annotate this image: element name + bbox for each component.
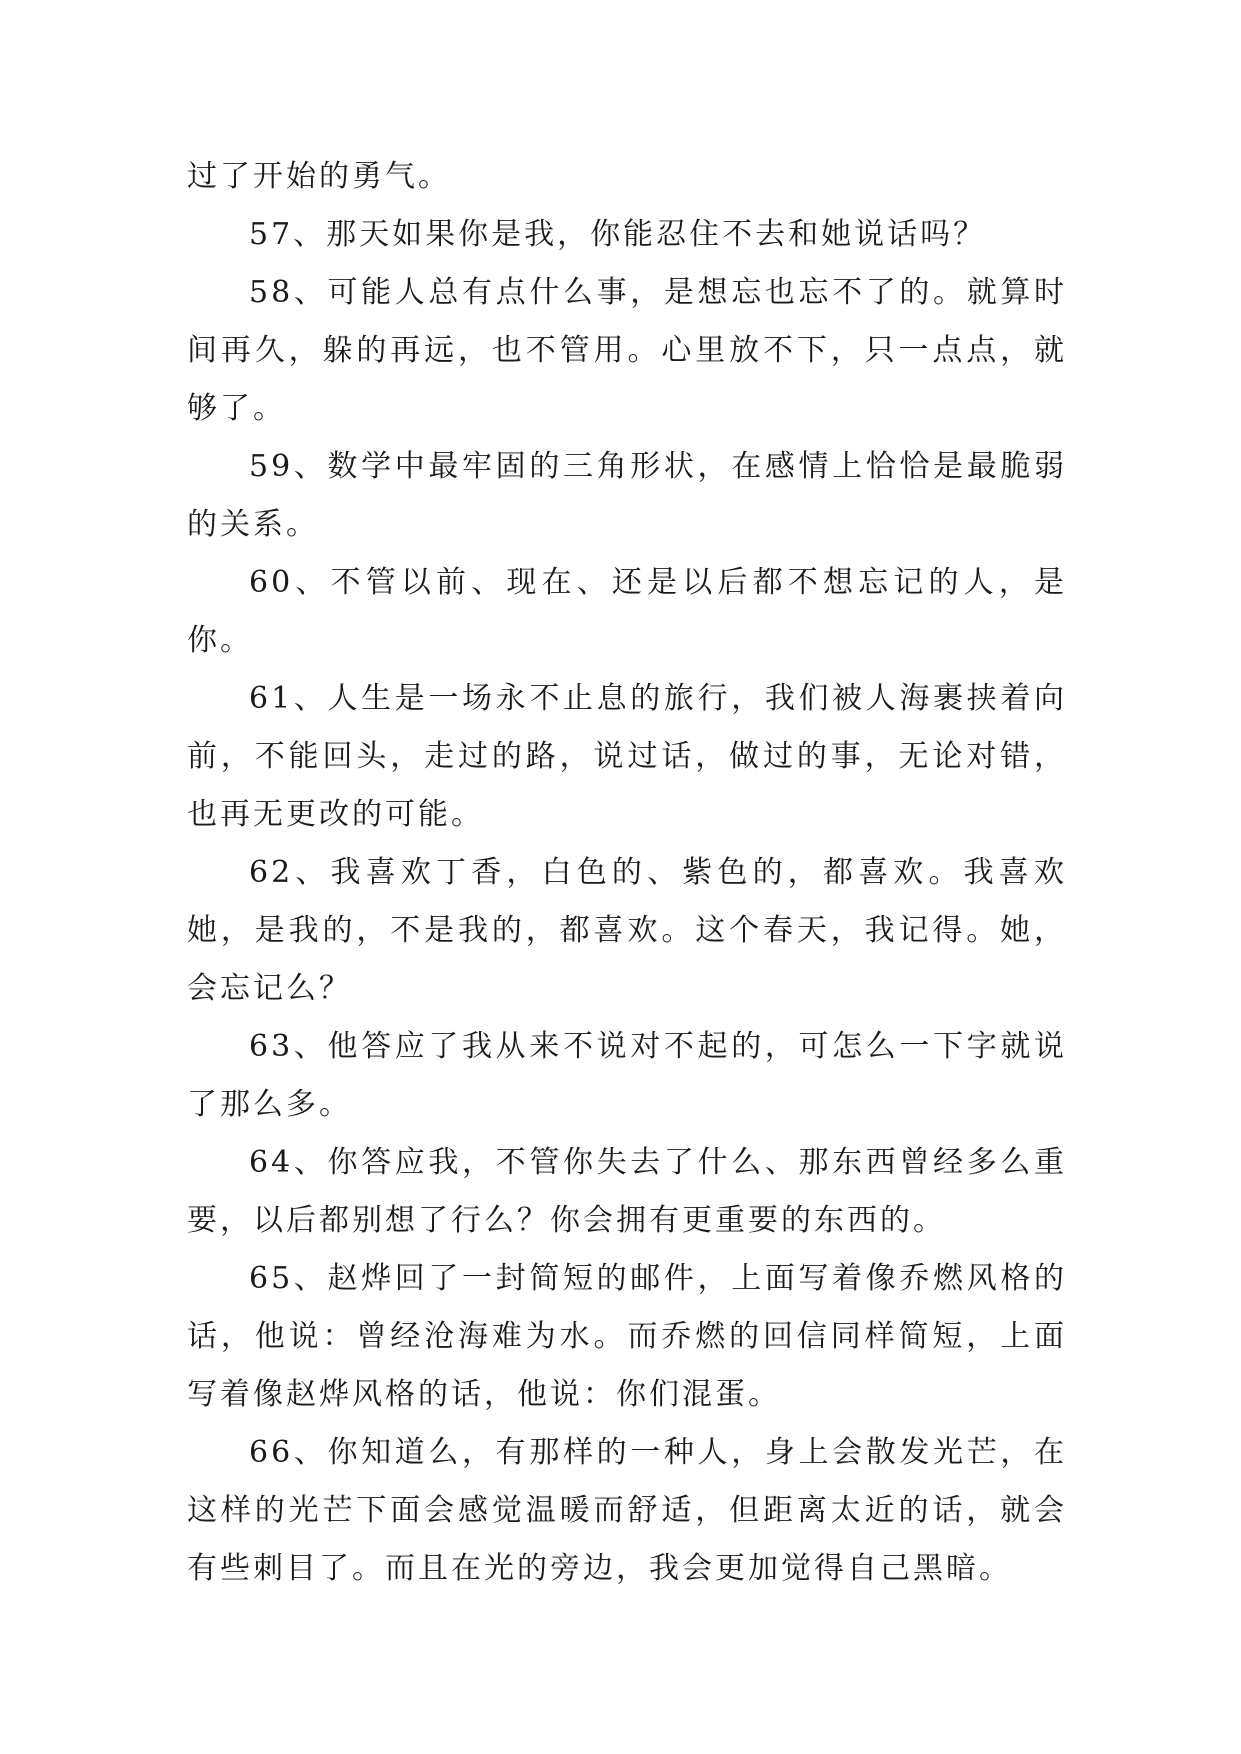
document-body (187, 148, 1067, 1598)
paragraph-59: 59、数学中最牢固的三角形状，在感情上恰恰是最脆弱的关系。 (187, 449, 1067, 542)
paragraph-61: 61、人生是一场永不止息的旅行，我们被人海裹挟着向前，不能回头，走过的路，说过话，做过的事，无论对错，也再无更改的可能。 (187, 681, 1067, 832)
paragraph-62: 62、我喜欢丁香，白色的、紫色的，都喜欢。我喜欢她，是我的，不是我的，都喜欢。这个春天，我记得。她，会忘记么？ (187, 855, 1067, 1006)
paragraph-66: 66、你知道么，有那样的一种人，身上会散发光芒，在这样的光芒下面会感觉温暖而舒适，但距离太近的话，就会有些刺目了。而且在光的旁边，我会更加觉得自己黑暗。 (187, 1435, 1067, 1586)
paragraph-continuation: 过了开始的勇气。 (187, 159, 451, 194)
paragraph-60: 60、不管以前、现在、还是以后都不想忘记的人，是你。 (187, 565, 1067, 658)
paragraph-65: 65、赵烨回了一封简短的邮件，上面写着像乔燃风格的话，他说：曾经沧海难为水。而乔燃的回信同样简短，上面写着像赵烨风格的话，他说：你们混蛋。 (187, 1261, 1067, 1412)
paragraph-64: 64、你答应我，不管你失去了什么、那东西曾经多么重要，以后都别想了行么？你会拥有更重要的东西的。 (187, 1145, 1067, 1238)
paragraph-57: 57、那天如果你是我，你能忍住不去和她说话吗？ (249, 217, 987, 252)
paragraph-58: 58、可能人总有点什么事，是想忘也忘不了的。就算时间再久，躲的再远，也不管用。心里放不下，只一点点，就够了。 (187, 275, 1067, 426)
paragraph-63: 63、他答应了我从来不说对不起的，可怎么一下字就说了那么多。 (187, 1029, 1067, 1122)
